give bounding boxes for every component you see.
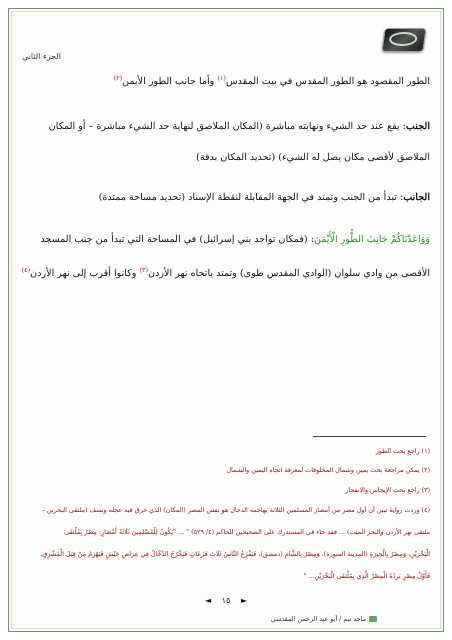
footnote-ref-4[interactable]: (٤) <box>21 266 31 274</box>
footnote-ref-1[interactable]: (١) <box>217 74 226 82</box>
footnote-4-line-4: فَأَوَّلُ مِصْرٍ يَرِدُهُ الْمِصْرُ الَّذِي بِمُلْتَقَى الْبَحْرَيْنِ... " <box>303 572 430 580</box>
footnote-4-line-2: ملتقى نهر الأردن والبحر الميت) ... فقد جاء في المستدرك على الصحيحين للحاكم (٤/ ٥٢٩) " ... "يَكُونُ لِلْمُسْلِمِينَ ثَلَاثَةُ أَمْصَارٍ: مِصْرٌ بِمُلْتَقَى <box>64 528 430 536</box>
line1-mid-text: وأما جانب الطور الأيمن <box>122 76 218 88</box>
line6-text-b: وكانوا أقرب إلى نهر الأردن <box>30 268 140 280</box>
term-janib: الجانب <box>403 192 430 203</box>
footnote-ref-3[interactable]: (٣) <box>139 266 149 274</box>
footnote-ref-2[interactable]: (٢) <box>113 74 123 82</box>
site-logo-icon <box>381 28 426 52</box>
body-line-5 <box>18 234 430 245</box>
line6-text-a: الأقصى من وادي سلوان (الوادي المقدس طوى) وتمتد باتجاه نهر الأردن <box>148 268 430 280</box>
body-line-3: الملاصق لأقصى مكان يصل له الشيء) (تحديد المكان بدقة) <box>196 152 430 163</box>
footnote-4-line-1: (٤) وردت رواية تبين أن أول مصر من أمصار المسلمين الثلاثة يهاجمه الدجال هو نفس المصر (المكان) الذي خرق فيه عجله ونسف (ملتقى البحرين – <box>41 506 430 514</box>
author-credit: ماجد تيم / أبو عبد الرحمن المقدسي <box>270 615 366 623</box>
footnote-4-line-3: الْبَحْرَيْنِ، وَمِصْرٌ بِالْحِيرَةِ (المدينة المنورة)، وَمِصْرٌ بِالشَّامِ (دمشق)، فَيَفْزَعُ النَّاسُ ثَلَاثَ فَزَعَاتٍ فَيَخْرُجُ الدَّجَّالُ فِي عِرَاضِ جَيْشٍ فَيَهْزِمُ مَنْ قِبَلَ الْمَشْرِقِ، <box>40 550 430 558</box>
page-number: ١٥ <box>221 596 231 605</box>
body-line-6 <box>18 266 430 279</box>
footnote-separator <box>313 436 426 437</box>
volume-label: الجزء الثاني <box>22 52 61 61</box>
term-janb: الجنب <box>405 121 430 132</box>
footnote-1: (١) راجع بحث الطور <box>375 447 430 455</box>
line4-text: : تبدأ من الجنب وتمتد في الجهة المقابلة لنقطة الإسناد (تحديد مساحة ممتدة) <box>98 192 404 203</box>
pagination <box>0 596 452 605</box>
line5-text: : (فمكان تواجد بني إسرائيل) في المساحة التي تبدأ من جنب المسجد <box>40 234 314 245</box>
prev-page-arrow-icon[interactable]: ◄ <box>205 596 212 605</box>
next-page-arrow-icon[interactable]: ► <box>240 596 247 605</box>
footnote-3: (٣) راجع بحث الإيجاس والانفجار <box>345 486 430 494</box>
body-line-4 <box>18 192 430 203</box>
page-frame <box>8 8 444 632</box>
footnote-2: (٢) يمكن مراجعة بحث يمين وشمال المخلوقات لمعرفة اتجاه اليمين والشمال <box>226 466 430 474</box>
body-line-1 <box>18 74 430 87</box>
author-book-icon <box>369 616 377 622</box>
line1-main-text: الطور المقصود هو الطور المقدس في بيت المقدس <box>225 76 430 88</box>
body-line-2 <box>18 121 430 132</box>
quran-verse: وَوَاعَدْنَاكُمْ جَانِبَ الطُّورِ الْأَيْمَنَ <box>313 234 430 245</box>
line2-text: : يقع عند حد الشيء ونهايته مباشرة (المكان الملاصق لنهاية حد الشيء مباشرة – أو المكان <box>48 121 406 132</box>
